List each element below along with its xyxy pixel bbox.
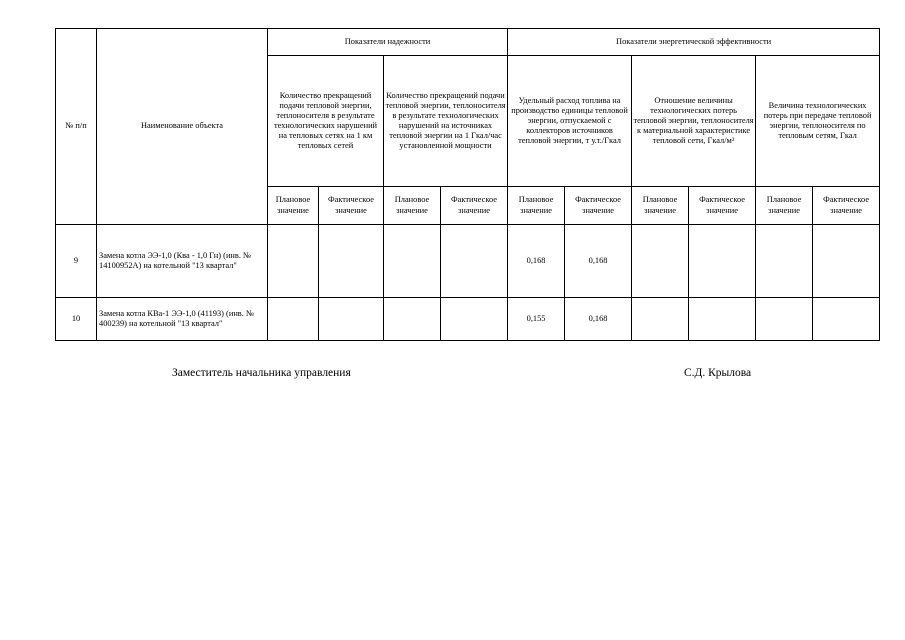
header-col3: Удельный расход топлива на производство единицы тепловой энергии, отпускаемой с коллекторов источников тепловой энергии, т у.т./Гкал [508,56,632,187]
signature-position: Заместитель начальника управления [172,367,351,379]
header-planned: Плановое значение [756,187,813,225]
header-num: № п/п [56,29,97,225]
header-col5: Величина технологических потерь при передаче тепловой энергии, теплоносителя по тепловым сетям, Гкал [756,56,880,187]
cell-c3-plan: 0,168 [508,225,565,298]
cell-c4-plan [632,225,689,298]
cell-c5-fact [813,225,880,298]
row-num: 10 [56,298,97,341]
cell-c4-fact [689,298,756,341]
row-name: Замена котла КВа-1 ЭЭ-1,0 (41193) (инв. № 400239) на котельной "13 квартал" [97,298,268,341]
cell-c1-fact [319,225,384,298]
cell-c5-plan [756,225,813,298]
cell-c3-plan: 0,155 [508,298,565,341]
header-planned: Плановое значение [508,187,565,225]
header-actual: Фактическое значение [441,187,508,225]
header-row-groups [56,29,880,56]
table-row [56,225,880,298]
header-col2: Количество прекращений подачи тепловой энергии, теплоносителя в результате технологических нарушений на источниках тепловой энергии на 1 Гкал/час установленной мощности [384,56,508,187]
cell-c4-fact [689,225,756,298]
header-actual: Фактическое значение [319,187,384,225]
header-col4: Отношение величины технологических потерь тепловой энергии, теплоносителя к материальной характеристике тепловой сети, Гкал/м² [632,56,756,187]
cell-c4-plan [632,298,689,341]
header-name: Наименование объекта [97,29,268,225]
cell-c2-plan [384,225,441,298]
row-name: Замена котла ЭЭ-1,0 (Ква - 1,0 Гн) (инв. № 14100952А) на котельной "13 квартал" [97,225,268,298]
header-actual: Фактическое значение [565,187,632,225]
cell-c3-fact: 0,168 [565,298,632,341]
cell-c5-plan [756,298,813,341]
header-efficiency-group: Показатели энергетической эффективности [508,29,880,56]
cell-c2-plan [384,298,441,341]
cell-c2-fact [441,298,508,341]
header-planned: Плановое значение [384,187,441,225]
header-actual: Фактическое значение [813,187,880,225]
cell-c2-fact [441,225,508,298]
header-col1: Количество прекращений подачи тепловой энергии, теплоносителя в результате технологических нарушений на тепловых сетях на 1 км тепловых сетей [268,56,384,187]
table-row [56,298,880,341]
header-reliability-group: Показатели надежности [268,29,508,56]
cell-c5-fact [813,298,880,341]
header-planned: Плановое значение [268,187,319,225]
indicators-table [55,28,880,341]
cell-c1-plan [268,298,319,341]
cell-c1-plan [268,225,319,298]
header-planned: Плановое значение [632,187,689,225]
cell-c3-fact: 0,168 [565,225,632,298]
signature-person: С.Д. Крылова [684,367,752,379]
cell-c1-fact [319,298,384,341]
row-num: 9 [56,225,97,298]
header-actual: Фактическое значение [689,187,756,225]
